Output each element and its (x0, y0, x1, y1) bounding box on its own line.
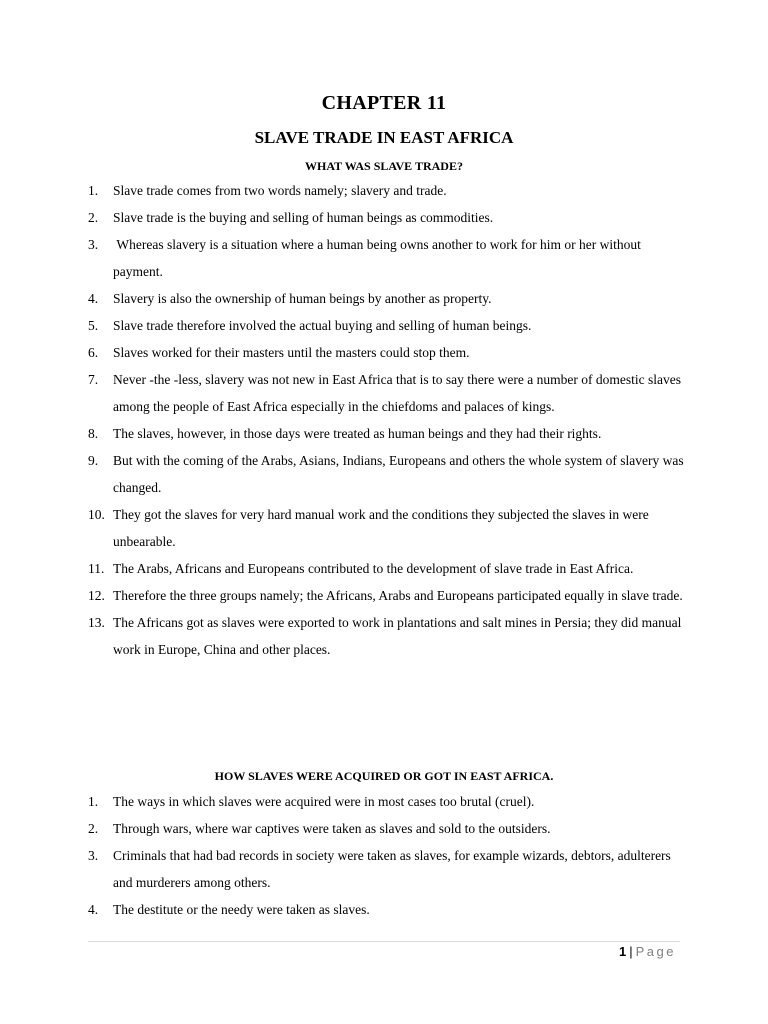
list-item-number: 4. (88, 902, 99, 917)
list-item-number: 6. (88, 345, 99, 360)
list-item (88, 609, 688, 663)
list-item (88, 285, 688, 312)
list-item-number: 12. (88, 588, 105, 603)
list-item-text: Slave trade therefore involved the actual buying and selling of human beings. (113, 318, 532, 333)
list-item (88, 501, 688, 555)
page-label: Page (635, 944, 676, 959)
list-item (88, 204, 688, 231)
section-heading-what-was-slave-trade: WHAT WAS SLAVE TRADE? (305, 159, 463, 173)
page-separator: | (629, 944, 633, 959)
list-item-text: But with the coming of the Arabs, Asians, Indians, Europeans and others the whole system of slavery was changed. (113, 453, 684, 495)
list-item-number: 4. (88, 291, 99, 306)
list-item-text: Therefore the three groups namely; the Africans, Arabs and Europeans participated equally in slave trade. (113, 588, 683, 603)
list-item-text: Slave trade is the buying and selling of human beings as commodities. (113, 210, 494, 225)
list-item-number: 9. (88, 453, 99, 468)
list-item (88, 447, 688, 501)
list-item-number: 5. (88, 318, 99, 333)
list-item-number: 8. (88, 426, 99, 441)
footer-divider (88, 941, 680, 942)
list-item (88, 339, 688, 366)
list-item (88, 366, 688, 420)
section-heading-how-slaves-were-acquired: HOW SLAVES WERE ACQUIRED OR GOT IN EAST AFRICA. (214, 769, 554, 783)
list-item-text: The ways in which slaves were acquired were in most cases too brutal (cruel). (113, 794, 535, 809)
list-item (88, 582, 688, 609)
page-number: 1 (619, 944, 627, 959)
list-item (88, 788, 688, 815)
list-item (88, 555, 688, 582)
list-item-text: Never -the -less, slavery was not new in East Africa that is to say there were a number of domestic slaves among the people of East Africa especially in the chiefdoms and palaces of kings. (113, 372, 681, 414)
list-item-number: 3. (88, 848, 99, 863)
list-item (88, 815, 688, 842)
list-item-number: 3. (88, 237, 99, 252)
list-item-text: Whereas slavery is a situation where a human being owns another to work for him or her without payment. (113, 237, 641, 279)
list-item-number: 13. (88, 615, 105, 630)
list-item (88, 177, 688, 204)
page-footer (619, 944, 676, 959)
list-item (88, 231, 688, 285)
chapter-title: SLAVE TRADE IN EAST AFRICA (254, 128, 514, 147)
list-item (88, 420, 688, 447)
list-item-text: Slavery is also the ownership of human beings by another as property. (113, 291, 492, 306)
list-item-text: Through wars, where war captives were taken as slaves and sold to the outsiders. (113, 821, 551, 836)
list-what-was-slave-trade (88, 177, 688, 663)
list-item-text: The Arabs, Africans and Europeans contributed to the development of slave trade in East Africa. (113, 561, 634, 576)
list-how-slaves-were-acquired (88, 788, 688, 923)
list-item-number: 2. (88, 210, 99, 225)
list-item-text: Slaves worked for their masters until the masters could stop them. (113, 345, 470, 360)
list-item (88, 896, 688, 923)
list-item-text: The slaves, however, in those days were treated as human beings and they had their rights. (113, 426, 602, 441)
list-item-number: 10. (88, 507, 105, 522)
list-item (88, 842, 688, 896)
list-item-number: 7. (88, 372, 99, 387)
list-item-text: The Africans got as slaves were exported to work in plantations and salt mines in Persia; they did manual work in Europe, China and other places. (113, 615, 682, 657)
list-item-number: 1. (88, 183, 99, 198)
list-item-text: The destitute or the needy were taken as slaves. (113, 902, 370, 917)
list-item-text: Slave trade comes from two words namely; slavery and trade. (113, 183, 447, 198)
list-item (88, 312, 688, 339)
chapter-heading: CHAPTER 11 (321, 92, 447, 114)
list-item-number: 1. (88, 794, 99, 809)
list-item-number: 11. (88, 561, 105, 576)
list-item-number: 2. (88, 821, 99, 836)
list-item-text: Criminals that had bad records in society were taken as slaves, for example wizards, debtors, adulterers and murderers among others. (113, 848, 671, 890)
list-item-text: They got the slaves for very hard manual work and the conditions they subjected the slaves in were unbearable. (113, 507, 649, 549)
